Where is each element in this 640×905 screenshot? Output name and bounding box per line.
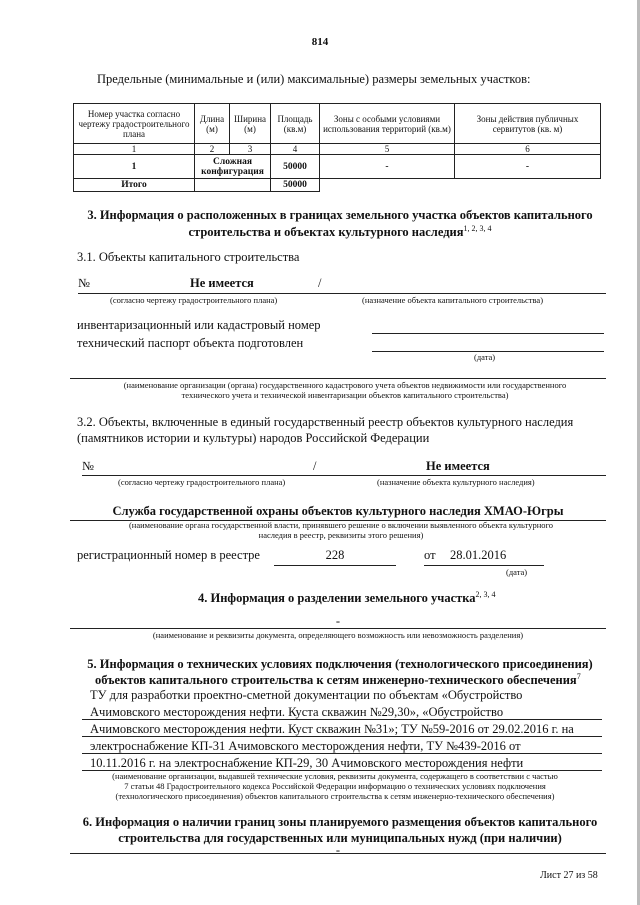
- inventory-label-l1: инвентаризационный или кадастровый номер: [77, 318, 321, 332]
- section32-heading-l2: (памятников истории и культуры) народов Российской Федерации: [77, 431, 430, 445]
- total-area: 50000: [271, 179, 320, 192]
- section31-line: [78, 293, 606, 294]
- sizes-title: Предельные (минимальные и (или) максимальные) размеры земельных участков:: [97, 72, 531, 86]
- col-num-5: 5: [320, 144, 455, 155]
- section4-line: [70, 628, 606, 629]
- inventory-number-line: [372, 333, 604, 334]
- col-num-1: 1: [74, 144, 195, 155]
- section4-title: 4. Информация о разделении земельного участка$^{2, 3, 4}$: [198, 590, 496, 606]
- section6-title-l2: строительства для государственных или муниципальных нужд (при наличии): [118, 831, 562, 845]
- header-length: Длина (м): [195, 104, 230, 144]
- section32-heading-l1: 3.2. Объекты, включенные в единый государственный реестр объектов культурного наследия: [77, 415, 574, 429]
- authority-cap-l2: наследия в реестр, реквизиты этого решения): [258, 530, 424, 540]
- section3-title-l1: 3. Информация о расположенных в границах земельного участка объектов капитального: [87, 208, 593, 222]
- col-num-6: 6: [455, 144, 601, 155]
- section5-body-line: ТУ для разработки проектно-сметной документации по объектам «Обустройство: [90, 688, 523, 702]
- section31-value: Не имеется: [190, 276, 254, 290]
- section5-underline-1: [82, 719, 602, 720]
- section5-body-line: Ачимовского месторождения нефти. Куст скважин №31»; ТУ №59-2016 от 29.02.2016 г. на: [90, 722, 574, 736]
- section5-body: [90, 687, 610, 772]
- section5-body-line: 10.11.2016 г. на электроснабжение КП-29, 30 Ачимовского месторождения нефти: [90, 756, 524, 770]
- page-number: 814: [311, 36, 329, 48]
- registry-date: 28.01.2016: [450, 548, 507, 562]
- registry-number-line: [274, 565, 396, 566]
- registry-date-cap: (дата): [506, 567, 528, 577]
- section5-cap-l3: (технологического присоединения) объектов капитального строительства к сетям инженерно-технического обеспечения): [115, 791, 555, 801]
- row1-zones: -: [320, 155, 455, 179]
- section31-cap-right: (назначение объекта капитального строительства): [362, 295, 544, 305]
- section32-value: Не имеется: [426, 459, 490, 473]
- section32-slash: /: [313, 459, 317, 473]
- sizes-table: [73, 103, 601, 192]
- organization-line: [70, 378, 606, 379]
- section31-heading: 3.1. Объекты капитального строительства: [77, 250, 300, 264]
- section31-slash: /: [318, 276, 322, 290]
- section6-title-l1: 6. Информация о наличии границ зоны планируемого размещения объектов капитального: [82, 815, 598, 829]
- section4-value: -: [335, 614, 341, 628]
- section31-cap-left: (согласно чертежу градостроительного плана): [110, 295, 278, 305]
- row1-servitudes: -: [455, 155, 601, 179]
- col-num-4: 4: [271, 144, 320, 155]
- row1-config: Сложная конфигурация: [195, 155, 271, 179]
- header-servitudes: Зоны действия публичных сервитутов (кв. м): [455, 104, 601, 144]
- header-width: Ширина (м): [230, 104, 271, 144]
- total-empty: [195, 179, 271, 192]
- organization-cap-l1: (наименование организации (органа) государственного кадастрового учета объектов недвижимости или государственного: [123, 380, 567, 390]
- section5-title-l1: 5. Информация о технических условиях подключения (технологического присоединения): [87, 657, 593, 671]
- section5-body-line: электроснабжение КП-31 Ачимовского месторождения нефти, ТУ №439-2016 от: [90, 739, 521, 753]
- col-num-3: 3: [230, 144, 271, 155]
- row1-area: 50000: [271, 155, 320, 179]
- section5-cap-l1: (наименование организации, выдавшей технические условия, реквизиты документа, содержащего в соответствии с частью: [112, 771, 558, 781]
- section5-underline-3: [82, 753, 602, 754]
- authority-name: Служба государственной охраны объектов культурного наследия ХМАО-Югры: [112, 504, 564, 518]
- row1-num: 1: [74, 155, 195, 179]
- section3-title-l2: строительства и объектах культурного наследия$^{1, 2, 3, 4}$: [188, 224, 492, 240]
- section32-cap-left: (согласно чертежу градостроительного плана): [118, 477, 286, 487]
- section32-no: №: [82, 459, 94, 473]
- section5-underline-2: [82, 736, 602, 737]
- header-area: Площадь (кв.м): [271, 104, 320, 144]
- header-special-zones: Зоны с особыми условиями использования территорий (кв.м): [320, 104, 455, 144]
- registry-date-line: [424, 565, 544, 566]
- section32-line: [82, 475, 606, 476]
- organization-cap-l2: технического учета и технической инвентаризации объектов капитального строительства): [181, 390, 509, 400]
- passport-date-cap: (дата): [474, 352, 496, 362]
- section6-value: -: [335, 843, 341, 857]
- section5-body-line: Ачимовского месторождения нефти. Куста скважин №29,30», «Обустройство: [90, 705, 504, 719]
- section31-no: №: [78, 276, 90, 290]
- registry-label: регистрационный номер в реестре: [77, 548, 260, 562]
- section5-cap-l2: 7 статьи 48 Градостроительного кодекса Российской Федерации информацию о технических условиях подключения: [124, 781, 546, 791]
- section5-title-l2: объектов капитального строительства к сетям инженерно-технического обеспечения$^7$: [95, 672, 581, 688]
- registry-from: от: [424, 548, 436, 562]
- header-plot-number: Номер участка согласно чертежу градостроительного плана: [74, 104, 195, 144]
- authority-cap-l1: (наименование органа государственной власти, принявшего решение о включении выявленного объекта культурного: [128, 520, 554, 530]
- footer-sheet-number: Лист 27 из 58: [540, 870, 598, 881]
- section6-line: [70, 853, 606, 854]
- registry-number: 228: [325, 548, 345, 562]
- col-num-2: 2: [195, 144, 230, 155]
- section32-cap-right: (назначение объекта культурного наследия): [377, 477, 535, 487]
- total-label: Итого: [74, 179, 195, 192]
- inventory-label-l2: технический паспорт объекта подготовлен: [77, 336, 304, 350]
- section4-cap: (наименование и реквизиты документа, определяющего возможность или невозможность разделения): [152, 630, 524, 640]
